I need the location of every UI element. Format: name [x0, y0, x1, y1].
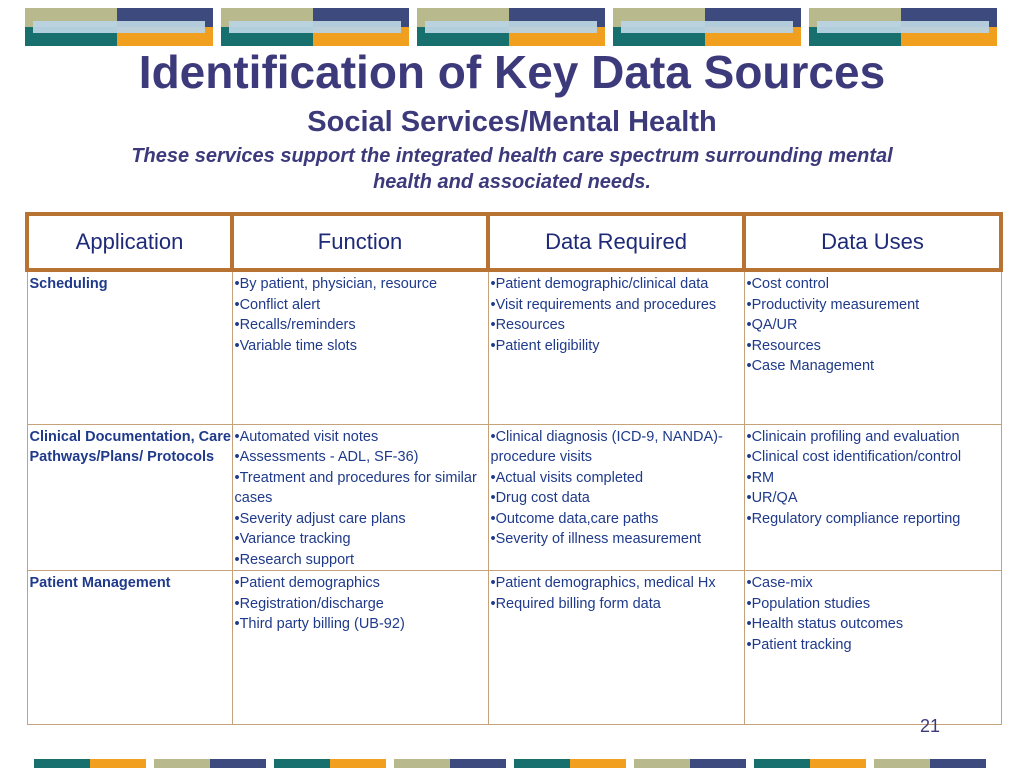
list-item: •QA/UR	[746, 317, 798, 333]
cell-function	[232, 270, 488, 424]
header-application: Application	[27, 214, 232, 270]
list-item: •Severity adjust care plans	[234, 510, 406, 527]
data-sources-table	[25, 212, 1003, 725]
list-item: •Conflict alert	[234, 296, 321, 313]
cell-application: Clinical Documentation, Care Pathways/Plans/ Protocols	[27, 424, 232, 571]
slide-title: Identification of Key Data Sources	[138, 46, 886, 98]
list-item: •UR/QA	[746, 490, 798, 506]
list-item: •Required billing form data	[490, 595, 661, 612]
banner-block	[25, 8, 213, 46]
table-row	[27, 571, 1001, 725]
list-item: •Assessments - ADL, SF-36)	[234, 449, 419, 465]
header-data-required: Data Required	[488, 214, 744, 270]
list-item: •Case Management	[746, 358, 875, 374]
banner-block	[221, 8, 409, 46]
banner-block	[613, 8, 801, 46]
cell-application: Scheduling	[27, 270, 232, 424]
list-item: •RM	[746, 469, 775, 486]
list-item: •Clinical cost identification/control	[746, 449, 962, 465]
list-item: •Variance tracking	[234, 531, 351, 547]
list-item: •Resources	[490, 317, 565, 333]
table-header-row	[27, 214, 1001, 270]
cell-data-uses	[744, 270, 1001, 424]
list-item: •Actual visits completed	[490, 469, 644, 486]
list-item: •Patient tracking	[746, 636, 852, 653]
list-item: •Regulatory compliance reporting	[746, 510, 961, 527]
page-number: 21	[919, 716, 940, 736]
list-item: •Research support	[234, 551, 355, 568]
list-item: •Variable time slots	[234, 337, 357, 354]
slide-description: These services support the integrated health care spectrum surrounding mental health and associated needs.	[131, 145, 893, 193]
cell-data-required	[488, 270, 744, 424]
list-item: •Drug cost data	[490, 490, 590, 506]
list-item: •Treatment and procedures for similar cases	[234, 469, 477, 506]
slide-subtitle: Social Services/Mental Health	[307, 106, 717, 138]
list-item: •Patient eligibility	[490, 337, 600, 354]
list-item: •Patient demographics, medical Hx	[490, 575, 716, 591]
list-item: •Clinical diagnosis (ICD-9, NANDA)- procedure visits	[490, 428, 723, 465]
list-item: •Patient demographic/clinical data	[490, 276, 709, 292]
list-item: •Third party billing (UB-92)	[234, 616, 405, 632]
table-row	[27, 270, 1001, 424]
list-item: •Automated visit notes	[234, 428, 379, 445]
banner-block	[417, 8, 605, 46]
list-item: •Health status outcomes	[746, 616, 904, 632]
header-function: Function	[232, 214, 488, 270]
table-row	[27, 424, 1001, 571]
list-item: •Population studies	[746, 595, 871, 612]
cell-data-uses	[744, 571, 1001, 725]
header-data-uses: Data Uses	[744, 214, 1001, 270]
cell-application: Patient Management	[27, 571, 232, 725]
banner-block	[809, 8, 997, 46]
list-item: •Clinicain profiling and evaluation	[746, 428, 960, 445]
list-item: •Patient demographics	[234, 575, 380, 591]
list-item: •Cost control	[746, 276, 829, 292]
list-item: •Registration/discharge	[234, 595, 384, 612]
cell-data-uses	[744, 424, 1001, 571]
cell-data-required	[488, 571, 744, 725]
list-item: •By patient, physician, resource	[234, 276, 438, 292]
cell-data-required	[488, 424, 744, 571]
list-item: •Case-mix	[746, 575, 813, 591]
list-item: •Recalls/reminders	[234, 317, 356, 333]
list-item: •Productivity measurement	[746, 296, 920, 313]
list-item: •Outcome data,care paths	[490, 510, 659, 527]
list-item: •Visit requirements and procedures	[490, 296, 717, 313]
cell-function	[232, 424, 488, 571]
list-item: •Resources	[746, 337, 821, 354]
list-item: •Severity of illness measurement	[490, 531, 702, 547]
cell-function	[232, 571, 488, 725]
